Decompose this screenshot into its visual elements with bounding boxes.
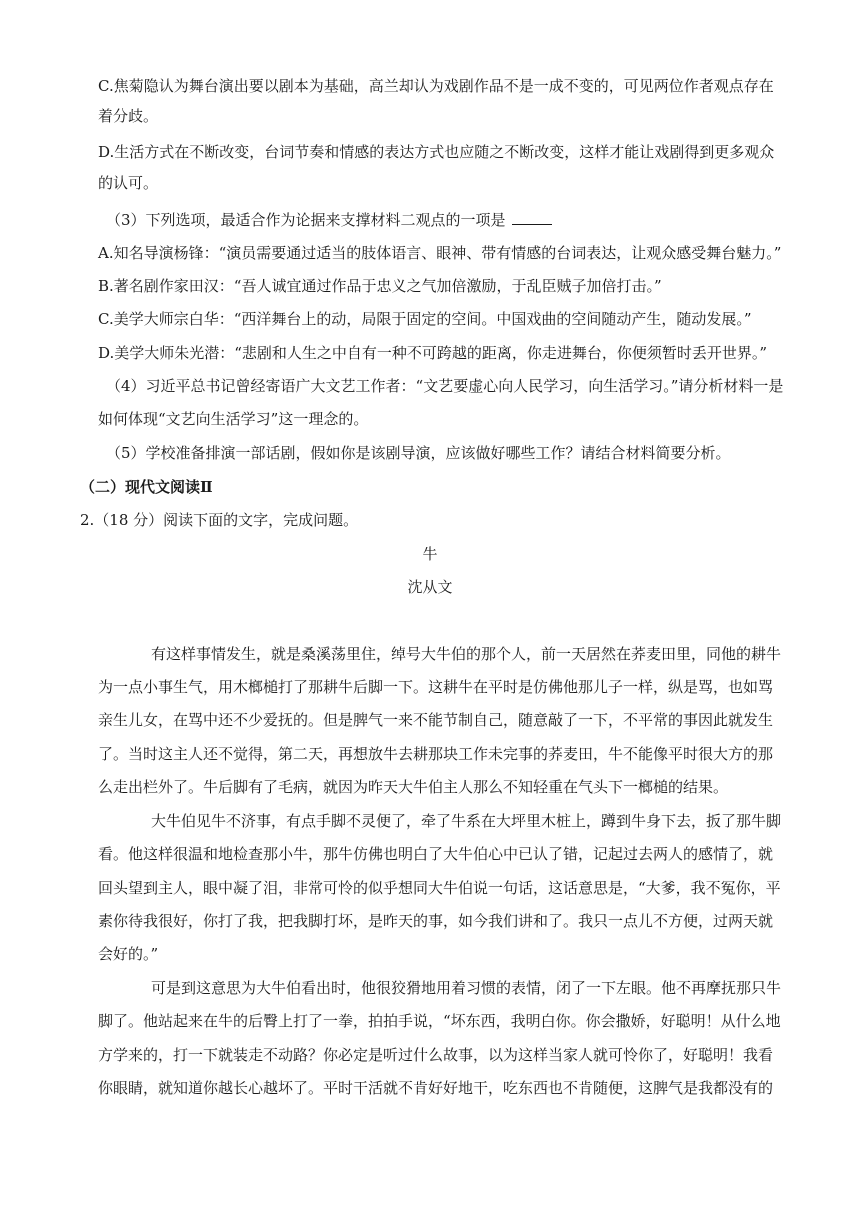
question-3-stem	[106, 210, 552, 230]
passage-title: 牛	[422, 545, 438, 563]
passage-p1-line3: 亲生儿女，在骂中还不少爱抚的。但是脾气一来不能节制自己，随意敲了一下，不平常的事因此就发生	[98, 711, 774, 729]
answer-blank[interactable]	[512, 210, 552, 225]
question-4-line1: （4）习近平总书记曾经寄语广大文艺工作者：“文艺要虚心向人民学习，向生活学习。”请分析材料一是	[106, 377, 784, 395]
passage-p2-line1: 大牛伯见牛不济事，有点手脚不灵便了，牵了牛系在大坪里木桩上，蹲到牛身下去，扳了那牛脚	[151, 812, 782, 830]
passage-p3-line4: 你眼睛，就知道你越长心越坏了。平时干活就不肯好好地干，吃东西也不肯随便，这脾气是我都没有的	[98, 1079, 774, 1097]
passage-p3-line3: 方学来的，打一下就装走不动路？你必定是听过什么故事，以为这样当家人就可怜你了，好聪明！我看	[98, 1046, 774, 1064]
passage-p1-line5: 么走出栏外了。牛后脚有了毛病，就因为昨天大牛伯主人那么不知轻重在气头下一榔槌的结果。	[98, 778, 729, 796]
passage-p2-line4: 素你待我很好，你打了我，把我脚打坏，是昨天的事，如今我们讲和了。我只一点儿不方便，过两天就	[98, 912, 774, 930]
option-d-line2: 的认可。	[98, 174, 159, 192]
passage-p1-line1: 有这样事情发生，就是桑溪荡里住，绰号大牛伯的那个人，前一天居然在荞麦田里，同他的耕牛	[151, 645, 782, 663]
question-3-option-c: C.美学大师宗白华：“西洋舞台上的动，局限于固定的空间。中国戏曲的空间随动产生，随动发展。”	[98, 310, 752, 328]
question-3-option-a: A.知名导演杨锋：“演员需要通过适当的肢体语言、眼神、带有情感的台词表达，让观众感受舞台魅力。”	[98, 244, 782, 262]
passage-p2-line2: 看。他这样很温和地检查那小牛，那牛仿佛也明白了大牛伯心中已认了错，记起过去两人的感情了，就	[98, 845, 774, 863]
passage-p1-line4: 了。当时这主人还不觉得，第二天，再想放牛去耕那块工作未完事的荞麦田，牛不能像平时很大方的那	[98, 745, 774, 763]
question-3-option-b: B.著名剧作家田汉：“吾人诚宜通过作品于忠义之气加倍激励，于乱臣贼子加倍打击。”	[98, 277, 662, 295]
passage-p3-line2: 脚了。他站起来在牛的后臀上打了一拳，拍拍手说，“坏东西，我明白你。你会撒娇，好聪明！从什么地	[98, 1012, 781, 1030]
option-c-line2: 着分歧。	[98, 107, 159, 125]
passage-p1-line2: 为一点小事生气，用木榔槌打了那耕牛后脚一下。这耕牛在平时是仿佛他那儿子一样，纵是骂，也如骂	[98, 678, 774, 696]
passage-p2-line3: 回头望到主人，眼中凝了泪，非常可怜的似乎想同大牛伯说一句话，这话意思是，“大爹，我不冤你，平	[98, 879, 781, 897]
question-4-line2: 如何体现“文艺向生活学习”这一理念的。	[98, 410, 369, 428]
question-3-stem-text: （3）下列选项，最适合作为论据来支撑材料二观点的一项是	[106, 211, 506, 229]
passage-p3-line1: 可是到这意思为大牛伯看出时，他很狡猾地用着习惯的表情，闭了一下左眼。他不再摩抚那只牛	[151, 979, 782, 997]
question-3-option-d: D.美学大师朱光潜：“悲剧和人生之中自有一种不可跨越的距离，你走进舞台，你便须暂时丢开世界。”	[98, 344, 768, 362]
option-d-line1: D.生活方式在不断改变，台词节奏和情感的表达方式也应随之不断改变，这样才能让戏剧得到更多观众	[98, 143, 775, 161]
option-c-line1: C.焦菊隐认为舞台演出要以剧本为基础，高兰却认为戏剧作品不是一成不变的，可见两位作者观点存在	[98, 77, 774, 95]
question-2-intro: 2.（18 分）阅读下面的文字，完成问题。	[80, 511, 359, 529]
question-5-line1: （5）学校准备排演一部话剧，假如你是该剧导演，应该做好哪些工作？请结合材料简要分析。	[106, 444, 731, 462]
passage-author: 沈从文	[407, 578, 453, 596]
section-heading: （二）现代文阅读Ⅱ	[80, 478, 213, 496]
passage-p2-line5: 会好的。”	[98, 945, 159, 963]
